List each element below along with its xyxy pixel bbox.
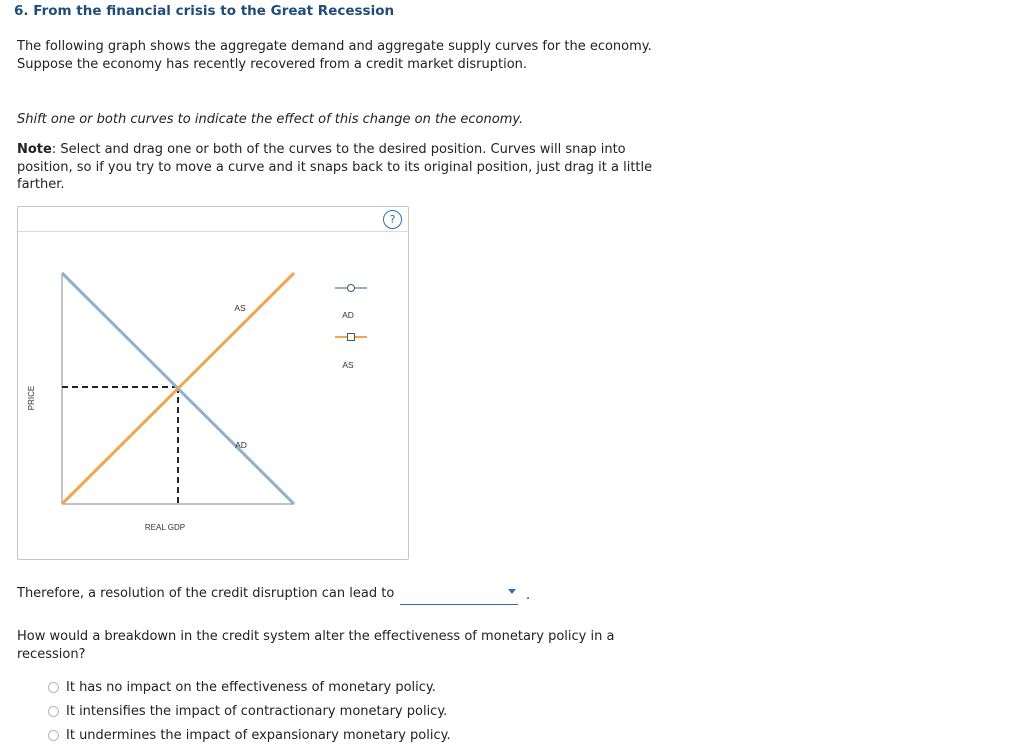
- answer-option-3[interactable]: [48, 728, 451, 743]
- note-line-2: position, so if you try to move a curve and it snaps back to its original position, just drag it a little: [17, 159, 653, 175]
- square-handle-icon: [348, 334, 355, 341]
- palette-as-label: AS: [342, 360, 354, 370]
- x-axis-label: REAL GDP: [144, 523, 186, 532]
- circle-handle-icon: [348, 285, 355, 292]
- as-curve-label: AS: [234, 303, 246, 313]
- intro-text: [17, 38, 697, 73]
- answer-option-1[interactable]: [48, 680, 436, 695]
- ad-curve-label: AD: [235, 440, 247, 450]
- question-2-line-1: How would a breakdown in the credit system alter the effectiveness of monetary policy in a: [17, 629, 615, 644]
- graph-panel: [17, 206, 409, 560]
- question-2-text: [17, 628, 697, 663]
- intro-line-2: Suppose the economy has recently recovered from a credit market disruption.: [17, 56, 528, 72]
- instruction-text: Shift one or both curves to indicate the effect of this change on the economy.: [17, 112, 524, 127]
- dropdown-trailing-period: .: [526, 588, 531, 603]
- answer-option-2-label: It intensifies the impact of contractionary monetary policy.: [66, 704, 448, 719]
- answer-option-2[interactable]: [48, 704, 447, 719]
- note-label: Note: [17, 142, 52, 157]
- answer-option-1-label: It has no impact on the effectiveness of monetary policy.: [66, 680, 436, 695]
- dropdown-prompt: Therefore, a resolution of the credit disruption can lead to: [17, 586, 395, 601]
- note-line-3: farther.: [17, 177, 65, 192]
- outcome-dropdown[interactable]: [400, 586, 518, 605]
- ad-as-graph: [18, 207, 408, 559]
- question-circle-icon[interactable]: ?: [383, 210, 402, 229]
- palette-ad-label: AD: [342, 310, 354, 320]
- radio-button-icon[interactable]: [48, 706, 59, 717]
- radio-button-icon[interactable]: [48, 730, 59, 741]
- palette-as-tool[interactable]: [335, 334, 367, 341]
- radio-button-icon[interactable]: [48, 682, 59, 693]
- note-line-1: [17, 141, 697, 159]
- palette-ad-tool[interactable]: [335, 285, 367, 292]
- question-title: 6. From the financial crisis to the Great Recession: [14, 3, 395, 19]
- note-line-1-text: : Select and drag one or both of the curves to the desired position. Curves will snap into: [51, 142, 626, 157]
- chevron-down-icon: [508, 589, 516, 594]
- answer-option-3-label: It undermines the impact of expansionary monetary policy.: [66, 728, 451, 743]
- y-axis-label: PRICE: [27, 385, 36, 411]
- question-2-line-2: recession?: [17, 646, 86, 662]
- intro-line-1: The following graph shows the aggregate demand and aggregate supply curves for the economy.: [17, 39, 652, 54]
- note-text: [17, 141, 697, 194]
